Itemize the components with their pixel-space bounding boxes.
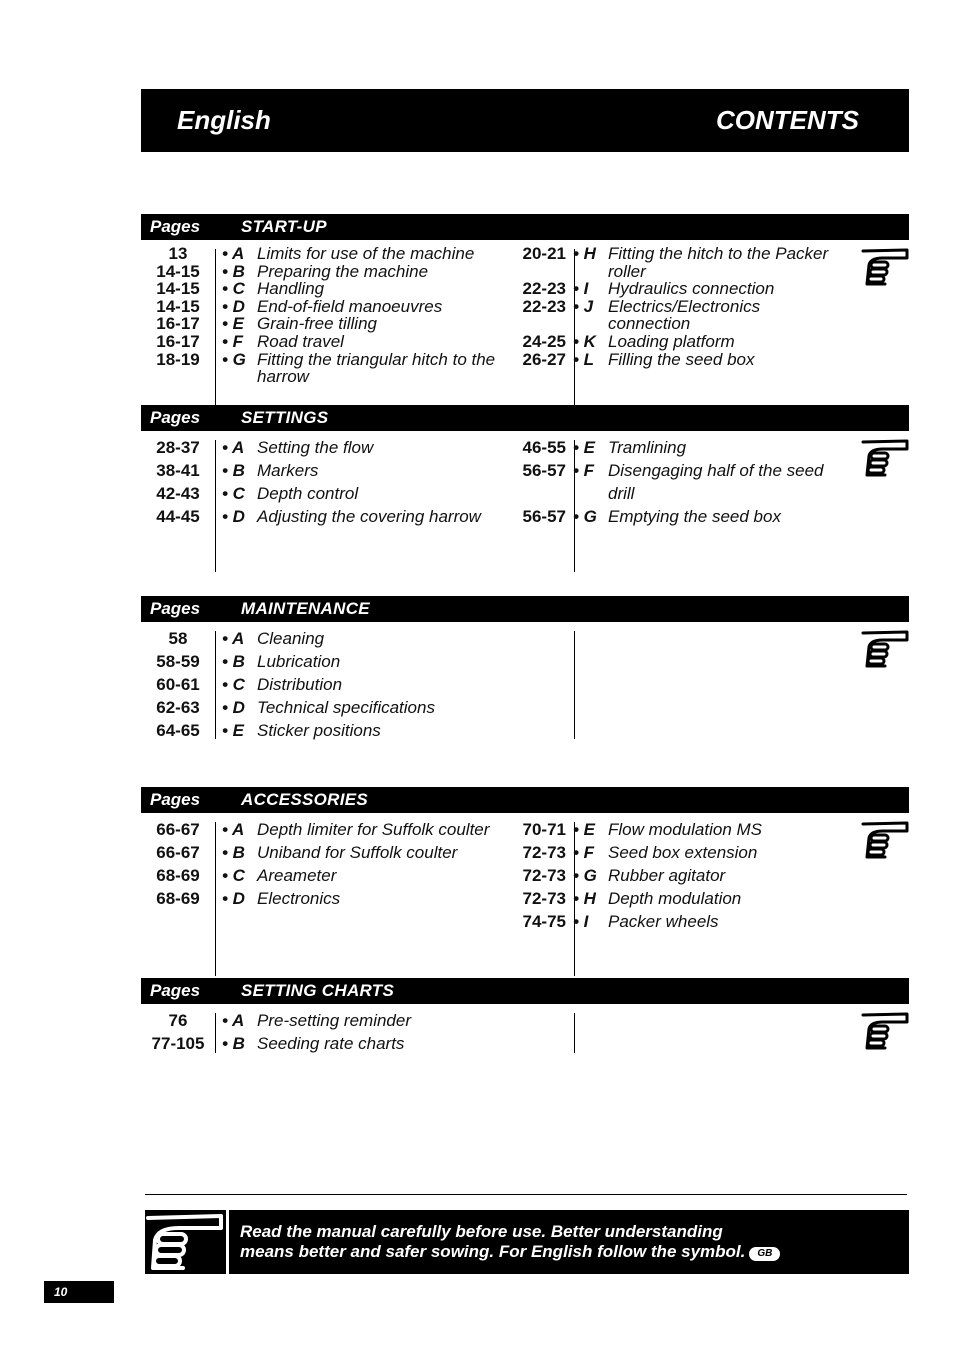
entry-letter: • A: [222, 438, 245, 457]
entry-pages: 68-69: [156, 889, 200, 908]
toc-entry: [141, 436, 501, 459]
entry-title: Pre-setting reminder: [257, 1011, 412, 1030]
entry-title: Adjusting the covering harrow: [257, 507, 481, 526]
entry-pages: 13: [168, 244, 188, 263]
entry-column: [141, 436, 501, 528]
entry-pages: 66-67: [156, 843, 200, 862]
entry-column: [486, 436, 846, 528]
pages-label: Pages: [150, 981, 201, 1000]
entry-pages: 14-15: [156, 296, 200, 316]
entry-letter: • C: [222, 866, 245, 885]
section-header: [141, 214, 909, 240]
pointing-hand-icon: [861, 629, 909, 669]
toc-entry: [141, 841, 501, 864]
toc-entry: [141, 482, 501, 505]
entry-title: Handling: [257, 279, 325, 299]
footer-divider: [145, 1194, 907, 1195]
entry-title: End-of-field manoeuvres: [257, 296, 443, 316]
entry-column: [141, 1009, 501, 1055]
toc-entry: [141, 673, 501, 696]
section-title: ACCESSORIES: [241, 790, 369, 809]
entry-letter: • L: [573, 349, 595, 369]
contents-section: [141, 405, 909, 572]
entry-pages: 46-55: [522, 438, 566, 457]
toc-entry: [141, 1009, 501, 1032]
pages-label: Pages: [150, 599, 201, 618]
entry-title: Distribution: [257, 675, 343, 694]
toc-entry: [141, 459, 501, 482]
footer-notice: [145, 1210, 909, 1274]
entry-letter: • I: [573, 912, 589, 931]
entry-letter: • E: [222, 721, 245, 740]
entry-column: [141, 818, 501, 910]
entry-title: Packer wheels: [608, 912, 719, 931]
entry-title: Technical specifications: [257, 698, 435, 717]
entry-column: [141, 627, 501, 742]
footer-message: [229, 1210, 909, 1274]
entry-title: Road travel: [257, 331, 344, 351]
pointing-hand-icon: [861, 1011, 909, 1051]
entry-letter: • J: [573, 296, 594, 316]
section-title: SETTINGS: [241, 408, 329, 427]
entry-letter: • E: [573, 438, 596, 457]
entry-letter: • D: [222, 889, 245, 908]
entry-letter: • B: [222, 652, 245, 671]
entry-letter: • F: [222, 331, 244, 351]
section-title: SETTING CHARTS: [241, 981, 395, 1000]
entry-title: Depth modulation: [608, 889, 742, 908]
entry-pages: 18-19: [156, 349, 200, 369]
entry-pages: 72-73: [522, 889, 566, 908]
entry-title: Depth control: [257, 484, 359, 503]
entry-pages: 26-27: [522, 349, 566, 369]
entry-title: Fitting the triangular hitch to the harrow: [257, 349, 496, 387]
entry-pages: 58: [168, 629, 188, 648]
toc-entry: [141, 505, 501, 528]
toc-entry: [486, 910, 846, 933]
entry-letter: • D: [222, 698, 245, 717]
toc-entry: [486, 459, 846, 505]
section-body: [141, 1009, 909, 1053]
entry-title: Seeding rate charts: [257, 1034, 405, 1053]
section-body: [141, 627, 909, 739]
page-number: 10: [44, 1281, 114, 1303]
entry-title: Markers: [257, 461, 319, 480]
entry-title: Grain-free tilling: [257, 314, 377, 334]
entry-title: Flow modulation MS: [608, 820, 763, 839]
entry-title: Hydraulics connection: [608, 279, 775, 299]
section-title: START-UP: [241, 217, 327, 236]
toc-entry: [141, 719, 501, 742]
entry-letter: • B: [222, 1034, 245, 1053]
section-title: MAINTENANCE: [241, 599, 370, 618]
entry-pages: 42-43: [156, 484, 200, 503]
entry-pages: 76: [168, 1011, 188, 1030]
toc-entry: [141, 696, 501, 719]
entry-pages: 72-73: [522, 843, 566, 862]
entry-pages: 14-15: [156, 261, 200, 281]
entry-pages: 24-25: [522, 331, 566, 351]
entry-title: Setting the flow: [257, 438, 374, 457]
toc-entry: [141, 333, 501, 351]
toc-entry: [141, 864, 501, 887]
entry-pages: 60-61: [156, 675, 200, 694]
entry-pages: 72-73: [522, 866, 566, 885]
entry-column: [486, 818, 846, 933]
footer-line-1: Read the manual carefully before use. Better understanding: [240, 1222, 723, 1241]
entry-title: Sticker positions: [257, 721, 381, 740]
entry-letter: • H: [573, 244, 596, 263]
entry-letter: • F: [573, 461, 595, 480]
toc-entry: [486, 298, 846, 333]
section-body: [141, 818, 909, 976]
gb-badge: GB: [749, 1247, 780, 1261]
entry-pages: 22-23: [522, 279, 566, 299]
entry-pages: 70-71: [522, 820, 566, 839]
section-header: [141, 596, 909, 622]
pointing-hand-icon: [861, 820, 909, 860]
contents-section: [141, 596, 909, 739]
entry-pages: 66-67: [156, 820, 200, 839]
entry-pages: 14-15: [156, 279, 200, 299]
entry-pages: 62-63: [156, 698, 200, 717]
entry-letter: • E: [573, 820, 596, 839]
entry-title: Loading platform: [608, 331, 735, 351]
entry-pages: 16-17: [156, 331, 200, 351]
entry-title: Seed box extension: [608, 843, 758, 862]
section-header: [141, 978, 909, 1004]
contents-title: CONTENTS: [716, 105, 859, 135]
entry-letter: • A: [222, 1011, 245, 1030]
entry-pages: 77-105: [151, 1034, 205, 1053]
entry-pages: 22-23: [522, 296, 566, 316]
pointing-hand-icon: [861, 438, 909, 478]
section-body: [141, 436, 909, 572]
language-title: English: [177, 105, 271, 135]
toc-entry: [486, 887, 846, 910]
section-header: [141, 405, 909, 431]
footer-line-2: means better and safer sowing. For English follow the symbol.: [240, 1242, 746, 1261]
contents-section: [141, 978, 909, 1053]
toc-entry: [141, 263, 501, 281]
pages-label: Pages: [150, 408, 201, 427]
entry-letter: • B: [222, 843, 245, 862]
entry-title: Fitting the hitch to the Packer roller: [608, 244, 829, 281]
toc-entry: [486, 351, 846, 369]
toc-entry: [141, 315, 501, 333]
entry-title: Limits for use of the machine: [257, 244, 475, 263]
entry-letter: • G: [222, 349, 246, 369]
toc-entry: [486, 245, 846, 280]
toc-entry: [141, 1032, 501, 1055]
toc-entry: [141, 298, 501, 316]
toc-entry: [486, 333, 846, 351]
section-body: [141, 245, 909, 427]
toc-entry: [486, 818, 846, 841]
entry-title: Emptying the seed box: [608, 507, 781, 526]
toc-entry: [486, 841, 846, 864]
entry-letter: • C: [222, 279, 245, 299]
entry-letter: • B: [222, 461, 245, 480]
entry-pages: 58-59: [156, 652, 200, 671]
entry-title: Lubrication: [257, 652, 341, 671]
entry-letter: • I: [573, 279, 589, 299]
entry-column: [141, 245, 501, 386]
column-divider: [574, 631, 575, 739]
entry-letter: • A: [222, 244, 245, 263]
entry-pages: 16-17: [156, 314, 200, 334]
contents-section: [141, 214, 909, 427]
entry-pages: 28-37: [156, 438, 200, 457]
entry-letter: • H: [573, 889, 596, 908]
entry-letter: • A: [222, 820, 245, 839]
contents-section: [141, 787, 909, 976]
entry-pages: 44-45: [156, 507, 200, 526]
entry-letter: • G: [573, 507, 597, 526]
entry-letter: • D: [222, 507, 245, 526]
toc-entry: [141, 627, 501, 650]
entry-pages: 20-21: [522, 244, 566, 263]
section-header: [141, 787, 909, 813]
toc-entry: [141, 818, 501, 841]
pointing-hand-icon: [861, 247, 909, 287]
entry-pages: 68-69: [156, 866, 200, 885]
entry-pages: 38-41: [156, 461, 200, 480]
entry-pages: 56-57: [522, 461, 566, 480]
title-banner: [141, 89, 909, 152]
entry-letter: • A: [222, 629, 245, 648]
toc-entry: [486, 505, 846, 528]
toc-entry: [141, 245, 501, 263]
entry-title: Areameter: [257, 866, 337, 885]
entry-title: Tramlining: [608, 438, 687, 457]
entry-column: [486, 245, 846, 368]
entry-title: Cleaning: [257, 629, 325, 648]
entry-pages: 56-57: [522, 507, 566, 526]
pointing-hand-icon: [145, 1210, 226, 1274]
entry-title: Preparing the machine: [257, 261, 429, 281]
toc-entry: [486, 280, 846, 298]
toc-entry: [141, 280, 501, 298]
entry-title: Electrics/Electronics connection: [608, 296, 761, 334]
entry-letter: • E: [222, 314, 245, 334]
entry-letter: • B: [222, 261, 245, 281]
entry-title: Uniband for Suffolk coulter: [257, 843, 458, 862]
entry-title: Rubber agitator: [608, 866, 726, 885]
entry-letter: • K: [573, 331, 596, 351]
entry-letter: • G: [573, 866, 597, 885]
entry-pages: 74-75: [522, 912, 566, 931]
toc-entry: [486, 864, 846, 887]
entry-letter: • F: [573, 843, 595, 862]
column-divider: [574, 1013, 575, 1053]
toc-entry: [141, 887, 501, 910]
entry-letter: • C: [222, 484, 245, 503]
pages-label: Pages: [150, 790, 201, 809]
toc-entry: [141, 650, 501, 673]
entry-title: Filling the seed box: [608, 349, 755, 369]
entry-title: Electronics: [257, 889, 341, 908]
pages-label: Pages: [150, 217, 201, 236]
entry-pages: 64-65: [156, 721, 200, 740]
toc-entry: [141, 351, 501, 386]
entry-title: Depth limiter for Suffolk coulter: [257, 820, 490, 839]
entry-letter: • C: [222, 675, 245, 694]
entry-letter: • D: [222, 296, 245, 316]
entry-title: Disengaging half of the seed drill: [608, 461, 824, 503]
toc-entry: [486, 436, 846, 459]
